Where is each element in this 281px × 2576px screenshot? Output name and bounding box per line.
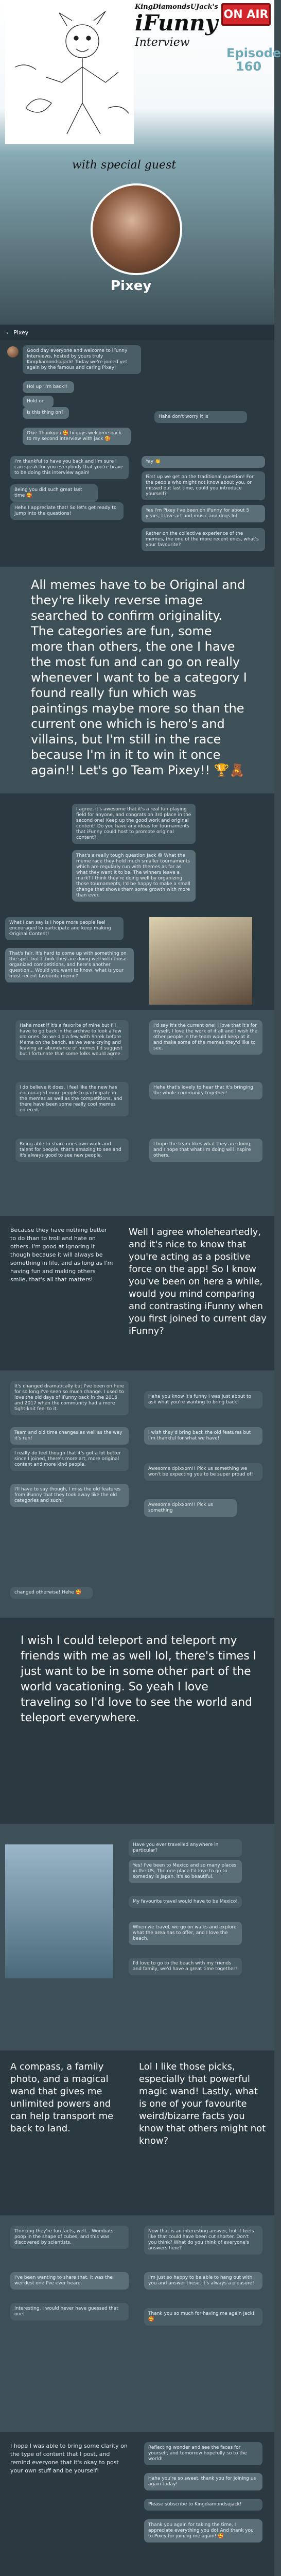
chat-message: I've been wanting to share that, it was the weirdest one I've ever heard. <box>10 2272 129 2290</box>
chat-panel-5 <box>0 1824 274 2050</box>
episode-word: Episode <box>226 46 281 60</box>
chat-message: Haha you know it's funny I was just about to ask what you're wanting to bring back! <box>144 1391 262 1409</box>
on-air-badge: ON AIR <box>221 3 271 26</box>
chat-message: Now that is an interesting answer, but it feels like that could have been cut shorter. Don't you think? What do you think of everyone's answers here? <box>144 2226 262 2255</box>
chat-message: I really do feel though that it's got a lot better since I joined, there's more art, more original content and more kind people. <box>10 1448 129 1471</box>
chat-message: Reflecting wonder and see the faces for yourself, and tomorrow hopefully so to the world! <box>144 2442 262 2465</box>
chat-panel-6 <box>0 2215 274 2432</box>
answer-text: I hope I was able to bring some clarity on the type of content that I post, and remind everyone that it's okay to post your own stuff and be yourself! <box>10 2443 128 2474</box>
answer-panel-2 <box>0 1216 274 1370</box>
chat-panel-4 <box>0 1370 274 1618</box>
brand-subtitle: Interview <box>135 36 190 49</box>
chat-message: Yay 👏 <box>142 456 265 468</box>
chat-message: Is this thing on? <box>23 407 69 419</box>
chat-message: I'd love to go to the beach with my friends and family, we'd have a great time together! <box>129 1958 242 1975</box>
closing-panel <box>0 2432 274 2576</box>
chat-message: I'd say it's the current one! I love that it's for myself, I love the work of it all and I wish the other people in the team would keep at it and make some of the memes they'd like to see. <box>149 1020 262 1055</box>
answer-panel-1 <box>0 567 274 793</box>
episode-label <box>226 46 281 74</box>
answer-panel-4 <box>0 2050 274 2215</box>
chat-message: I agree, it's awesome that it's a real fun playing field for anyone, and congrats on 3rd place in the second one! Keep up the good work and original content! Do you have any ideas for tournaments that iFunny could host to promote original content? <box>72 804 196 844</box>
chat-panel-2 <box>0 793 274 1010</box>
answer-text: I wish I could teleport and teleport my friends with me as well lol, there's times I just want to be in some other part of the world vacationing. So yeah I love traveling so I'd love to see the world and teleport everywhere. <box>21 1634 257 1724</box>
chat-message: Haha most if it's a favorite of mine but I'll have to go back in the archive to look a few old ones. So we did a few with Shrek before Meme on the bench, as we were crying and leaving an abundance of memes I'd suggest but I fortunate that some folks would agree. <box>15 1020 129 1060</box>
chat-message: changed otherwise! Hehe 🥰 <box>10 1587 93 1599</box>
chat-message: My favourite travel would have to be Mexico! <box>129 1896 242 1908</box>
guest-name: Pixey <box>111 278 152 294</box>
chat-message: Good day everyone and welcome to iFunny Interviews, hosted by yours truly Kingdiamondsujack! Today we're joined yet again by the famous and caring Pixey! <box>23 345 141 374</box>
answer-panel-3 <box>0 1618 274 1824</box>
chat-message: Haha don't worry it is <box>154 411 247 423</box>
episode-number: 160 <box>235 59 262 74</box>
chat-message: Being able to share ones own work and talent for people, that's amazing to see and it's always good to see new people. <box>15 1139 129 1162</box>
meme-image <box>149 917 252 1005</box>
chat-message: Haha you're so sweet, thank you for joining us again today! <box>144 2473 262 2490</box>
chat-message: Have you ever travelled anywhere in particular? <box>129 1839 242 1857</box>
chat-panel-3 <box>0 1010 274 1216</box>
guest-avatar <box>93 185 180 273</box>
chat-message: Yes I'm Pixey I've been on iFunny for about 5 years, I love art and music and dogs lol <box>142 505 265 522</box>
chat-message: I'm thankful to have you back and I'm sure I can speak for you everybody that you're brave to be doing this interview again! <box>10 456 129 479</box>
brand-top-text: KingDiamondsUJack's <box>135 3 218 11</box>
chat-message: I'm just so happy to be able to hang out with you and answer these, it's always a pleasure! <box>144 2272 262 2290</box>
chat-message: Thinking they're fun facts, well... Wombats poop in the shape of cubes, and this was discovered by scientists. <box>10 2226 129 2249</box>
chat-message: Hol up 'i'm back!! <box>23 381 74 393</box>
chat-message: I hope the team likes what they are doing, and I hope that what I'm doing will inspire others. <box>149 1139 262 1162</box>
chat-message: I do believe it does, I feel like the new has encouraged more people to participate in the memes as well as the competitions, and there have been some really cool memes entered. <box>15 1082 129 1116</box>
answer-text: Because they have nothing better to do than to troll and hate on others. I'm good at ignoring it though because it will always be something in life, and as long as I'm having fun and making others smile, that's all that matters! <box>10 1227 113 1283</box>
chat-message: Please subscribe to Kingdiamondsujack! <box>144 2499 262 2511</box>
chat-message: Team and old time changes as well as the way it's run! <box>10 1427 129 1445</box>
question-text: Lol I like those picks, especially that powerful magic wand! Lastly, what is one of your favourite weird/bizarre facts you know that others might not know? <box>139 2061 266 2146</box>
chat-message: Awesome dpixxom!! Pick us something we won't be expecting you to be super proud of! <box>144 1463 262 1481</box>
special-guest-label: with special guest <box>72 159 177 172</box>
back-arrow-icon[interactable]: ‹ <box>6 329 9 336</box>
header-banner <box>0 0 281 155</box>
chat-message: What I can say is I hope more people feel encouraged to participate and keep making Original Content! <box>5 917 124 940</box>
chat-header <box>0 325 274 340</box>
chat-message: I wish they'd bring back the old features but I'm thankful for what we have! <box>144 1427 262 1445</box>
brand-title: iFunny <box>135 10 218 36</box>
chat-message: Hehe I appreciate that! So let's get ready to jump into the questions! <box>10 502 124 520</box>
avatar <box>7 346 19 358</box>
chat-message: First up we get on the traditional question! For the people who might not know about you, or missed out last time, could you introduce yourself? <box>142 471 265 500</box>
chat-message: That's a really tough question Jack 😅 What the meme race they hold much smaller tournaments which are regularly run with themes as far as what they want it to be. The winners leave a mark? I think they're doing well by organizing those tournaments, I'd be happy to make a small change that shows them some growth with more than ever. <box>72 850 196 902</box>
travel-photo <box>5 1844 113 1978</box>
chat-message: Thank you again for taking the time, I appreciate everything you do! And thank you to Pixey for joining me again! 🥰 <box>144 2519 262 2543</box>
chat-message: Awesome dpixxom!! Pick us something <box>144 1499 237 1517</box>
guest-section <box>0 155 274 325</box>
chat-contact-name: Pixey <box>13 329 29 336</box>
chat-message: Hehe that's lovely to hear that it's bringing the whole community together! <box>149 1082 262 1099</box>
answer-text: All memes have to be Original and they're likely reverse image searched to confirm originality. The categories are fun, some more than others, the one I have the most fun and can go on really whenever I want to be a category I found really fun which was paintings maybe more so than the current one which is hero's and villains, but I'm still in the race because I'm in it to win it once again!! Let's go Team Pixey!! 🏆🧸 <box>31 578 247 777</box>
chat-message: That's fair, it's hard to come up with something on the spot, but I think they are doing well with those organized competitions, and here's another question... Would you want to know, what is your most recent favourite meme? <box>5 948 134 982</box>
chat-message: Yes! I've been to Mexico and so many places in the US. The one place I'd love to go to someday is Japan, it's so beautiful. <box>129 1860 242 1883</box>
chat-message: Being you did such great last time 🥰 <box>10 484 98 502</box>
chat-message: Rather on the collective experience of the memes, the one of the more recent ones, what's your favourite? <box>142 528 265 551</box>
chat-message: Thank you so much for having me again Jack! 🥰 <box>144 2308 262 2326</box>
chat-message: It's changed dramatically but I've been on here for so long I've seen so much change. I used to love the old days of iFunny back in the 2016 and 2017 when the community had a more tight-knit feel to it. <box>10 1381 129 1415</box>
sketch-illustration <box>5 5 134 144</box>
chat-message: I'll have to say though, I miss the old features from iFunny that they took away like the old categories and such. <box>10 1484 129 1507</box>
chat-message: Interesting, I would never have guessed that one! <box>10 2303 129 2320</box>
answer-text: A compass, a family photo, and a magical wand that gives me unlimited powers and can help transport me back to land. <box>10 2061 114 2134</box>
chat-panel-1 <box>0 325 274 567</box>
chat-message: Hold on <box>23 396 54 408</box>
chat-message: When we travel, we go on walks and explore what the area has to offer, and I love the beach. <box>129 1922 242 1945</box>
chat-message: Okie Thankyou 🥰 hi guys welcome back to my second interview with jack 🥰 <box>23 428 131 445</box>
question-text: Well I agree wholeheartedly, and it's nice to know that you're acting as a positive force on the app! So I know you've been on here a while, would you mind comparing and contrasting iFunny when you first joined to current day iFunny? <box>129 1227 267 1336</box>
